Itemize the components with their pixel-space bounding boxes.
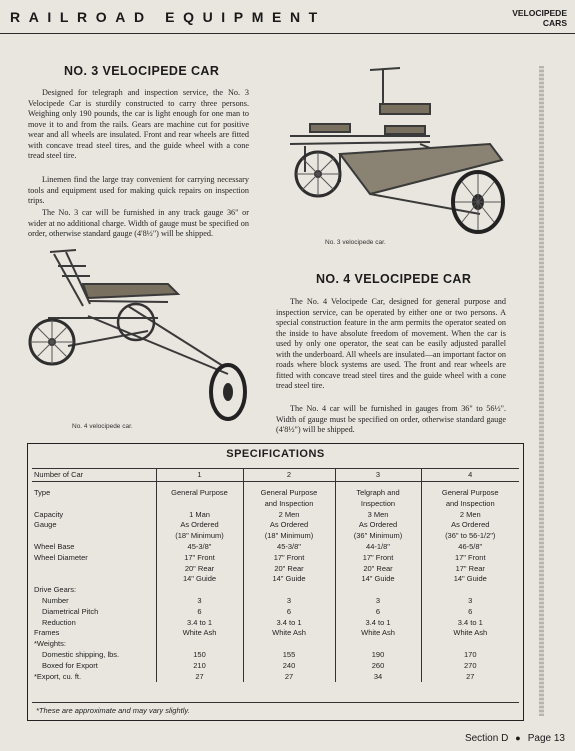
spec-row-label-text: Drive Gears: — [34, 585, 77, 595]
spec-row — [32, 520, 519, 542]
spec-row — [32, 628, 519, 639]
spec-cell — [243, 542, 335, 553]
spec-cell — [156, 510, 243, 521]
spec-row-label — [32, 618, 156, 629]
spec-cell — [156, 520, 243, 542]
spec-cell — [156, 542, 243, 553]
spec-cell — [335, 520, 421, 542]
no3-paragraph-2: Linemen find the large tray convenient for carrying necessary tools and equipment used for making quick repairs on inspection trips. — [28, 175, 249, 205]
spec-cell-value: 3 — [375, 595, 381, 605]
spec-cell — [335, 596, 421, 607]
spec-cell — [243, 661, 335, 672]
spec-cell-value: 3 — [286, 595, 292, 605]
spec-cell — [335, 661, 421, 672]
spec-header-car-2: 2 — [243, 469, 335, 482]
spec-cell-value: 6 — [468, 606, 473, 616]
spec-header-label: Number of Car — [32, 469, 156, 482]
spec-row-label — [32, 650, 156, 661]
spec-cell — [156, 488, 243, 510]
spec-cell-value: 27 — [466, 671, 475, 681]
header-category-line-1: VELOCIPEDE — [512, 8, 567, 18]
spec-cell-value: 44-1/8" — [366, 541, 390, 551]
spec-cell — [335, 639, 421, 650]
spec-row-label — [32, 628, 156, 639]
spec-cell — [335, 650, 421, 661]
spec-row-label-text: *Export, cu. ft. — [34, 671, 82, 681]
spec-cell — [156, 661, 243, 672]
spec-cell — [421, 542, 519, 553]
spec-cell — [156, 650, 243, 661]
spec-row — [32, 661, 519, 672]
spec-cell — [243, 607, 335, 618]
spec-cell-value: 270 — [463, 660, 477, 670]
spec-cell-value: 6 — [375, 606, 381, 616]
spec-cell — [421, 607, 519, 618]
spec-cell-value: 45-3/8" — [187, 541, 212, 551]
spec-cell — [156, 628, 243, 639]
spec-cell-value: 27 — [284, 671, 294, 681]
spec-cell-value: 1 Man — [189, 509, 210, 519]
spec-row-label-text: Reduction — [42, 617, 76, 627]
spec-cell — [421, 650, 519, 661]
header-category-line-2: CARS — [542, 18, 567, 28]
spec-cell — [421, 628, 519, 639]
spec-row-label-text: *Weights: — [34, 639, 66, 649]
spec-row-label-text: Number — [42, 595, 69, 605]
spec-cell — [335, 542, 421, 553]
spec-row-label-text: Gauge — [34, 520, 57, 530]
spec-cell — [156, 672, 243, 683]
spec-cell-value: Telgraph and Inspection — [356, 488, 400, 508]
spec-row-label-text: Wheel Base — [34, 541, 75, 551]
spec-cell — [335, 510, 421, 521]
spec-row — [32, 672, 519, 683]
no4-paragraph-2: The No. 4 car will be furnished in gauges from 36" to 56½". Width of gauge must be specified on order, otherwise standard gauge (4'8½") will be shipped. — [276, 404, 506, 434]
spec-cell — [421, 639, 519, 650]
spec-cell-value: 34 — [373, 671, 383, 681]
spec-cell-value: 3.4 to 1 — [365, 617, 391, 627]
spec-row — [32, 596, 519, 607]
spec-cell — [421, 520, 519, 542]
spec-row — [32, 607, 519, 618]
spec-row-label-text: Diametrical Pitch — [42, 606, 99, 616]
spec-cell — [156, 585, 243, 596]
specifications-box — [27, 443, 524, 721]
spec-cell-value: White Ash — [272, 628, 306, 638]
spec-cell-value: General Purpose and Inspection — [260, 488, 318, 508]
spec-cell-value: 6 — [286, 606, 292, 616]
spec-cell — [243, 650, 335, 661]
spec-row-label — [32, 607, 156, 618]
specifications-table — [32, 468, 519, 682]
spec-cell-value: 3.4 to 1 — [186, 617, 213, 627]
spec-row-label-text: Frames — [34, 628, 60, 638]
spec-row — [32, 553, 519, 585]
spec-row — [32, 639, 519, 650]
spec-cell — [421, 661, 519, 672]
spec-row-label — [32, 661, 156, 672]
spec-row-label-text: Capacity — [34, 509, 64, 519]
spec-cell — [421, 510, 519, 521]
no3-velocipede-photo — [280, 64, 510, 236]
specifications-footnote: *These are approximate and may vary slightly. — [36, 706, 190, 715]
spec-cell — [243, 585, 335, 596]
spec-cell — [156, 553, 243, 585]
spec-cell — [243, 628, 335, 639]
header-rule — [0, 33, 575, 34]
spec-cell — [243, 596, 335, 607]
spec-cell — [335, 585, 421, 596]
spec-row — [32, 585, 519, 596]
spec-cell-value: 150 — [193, 649, 206, 659]
spec-cell — [421, 585, 519, 596]
spec-cell-value: 190 — [371, 649, 385, 659]
spec-cell-value: 2 Men — [278, 509, 300, 519]
no3-paragraph-1: Designed for telegraph and inspection service, the No. 3 Velocipede Car is sturdily constructed to carry three persons. Weighing only 190 pounds, the car is light enough for one man to move it to and from the rails. Gears are machine cut for positive wear and all wheels are insulated. Front and rear wheels are fitted with concave tread steel tires, and the guide wheel with a cone tread steel tire. — [28, 88, 249, 160]
spec-cell-value: General Purpose — [171, 488, 228, 497]
spec-cell — [243, 553, 335, 585]
spec-cell — [156, 607, 243, 618]
spec-row-label — [32, 520, 156, 542]
spec-cell-value: 46-5/8" — [458, 541, 483, 551]
spec-cell-value: General Purpose and Inspection — [441, 488, 499, 508]
spec-row — [32, 542, 519, 553]
spec-row-label — [32, 585, 156, 596]
spec-row — [32, 650, 519, 661]
spec-cell-value: 17" Front 17" Rear 14" Guide — [453, 552, 487, 584]
spec-cell — [421, 488, 519, 510]
spec-row-label — [32, 542, 156, 553]
spec-row-label-text: Type — [34, 488, 51, 497]
spec-cell — [335, 488, 421, 510]
spec-cell-value: White Ash — [182, 628, 217, 638]
spec-cell — [335, 628, 421, 639]
spec-cell-value: White Ash — [453, 628, 488, 638]
no4-photo-caption: No. 4 velocipede car. — [72, 423, 133, 430]
section-label: Section D — [464, 733, 509, 744]
spec-cell-value: 17" Front 20" Rear 14" Guide — [182, 552, 217, 584]
spec-cell — [243, 488, 335, 510]
spec-cell — [335, 553, 421, 585]
no4-paragraph-1: The No. 4 Velocipede Car, designed for general purpose and inspection service, can be operated by either one or two persons. A special construction feature in the arm permits the operator seated on the inside to have absolute freedom of movement. When the car is used by only one operator, the seat can be easily adjusted parallel with the underboard. All wheels are insulated—an important factor on roads where block systems are used. The front and rear wheels are fitted with concave tread steel tires and the guide wheel with a cone tread steel tire. — [276, 297, 506, 390]
spec-cell — [243, 639, 335, 650]
bullet-separator: ● — [515, 733, 521, 743]
spec-row-label-text: Wheel Diameter — [34, 552, 88, 562]
spec-cell-value: 170 — [463, 649, 477, 659]
spec-cell — [421, 553, 519, 585]
no3-heading: NO. 3 VELOCIPEDE CAR — [64, 64, 220, 78]
spec-cell-value: 17" Front 20" Rear 14" Guide — [272, 552, 306, 584]
spec-cell-value: 260 — [371, 660, 385, 670]
spec-cell — [421, 672, 519, 683]
spec-cell-value: 27 — [195, 671, 204, 681]
spec-row-label — [32, 596, 156, 607]
spec-cell — [156, 618, 243, 629]
spec-cell-value: 2 Men — [459, 509, 481, 519]
spec-row-label — [32, 639, 156, 650]
spec-cell-value: 6 — [197, 606, 202, 616]
spec-row — [32, 618, 519, 629]
spec-header-car-1: 1 — [156, 469, 243, 482]
page-header-title: RAILROAD EQUIPMENT — [10, 9, 326, 25]
spec-cell — [156, 639, 243, 650]
spec-cell-value: As Ordered (36" Minimum) — [353, 520, 403, 541]
spec-row-label — [32, 510, 156, 521]
page-header-category — [512, 8, 567, 28]
spec-cell — [335, 672, 421, 683]
spec-cell-value: 3 — [197, 595, 202, 605]
spec-cell-value: 3.4 to 1 — [276, 617, 302, 627]
spec-cell — [335, 618, 421, 629]
spec-cell-value: 3.4 to 1 — [457, 617, 483, 627]
spec-cell-value: 45-3/8" — [277, 541, 301, 551]
spec-row-label — [32, 488, 156, 510]
spec-cell-value: As Ordered (18" Minimum) — [264, 520, 314, 541]
spec-cell-value: 240 — [282, 660, 296, 670]
spec-cell-value: 3 — [468, 595, 473, 605]
spec-cell — [335, 607, 421, 618]
spec-cell-value: 17" Front 20" Rear 14" Guide — [361, 552, 395, 584]
spec-row-label-text: Domestic shipping, lbs. — [42, 649, 120, 659]
spec-row-label — [32, 553, 156, 585]
spec-cell-value: As Ordered (18" Minimum) — [175, 520, 224, 541]
spec-cell — [421, 596, 519, 607]
page-footer — [465, 733, 565, 744]
spec-row — [32, 510, 519, 521]
spec-cell-value: White Ash — [361, 628, 395, 638]
page-number: Page 13 — [527, 733, 565, 744]
no3-photo-caption: No. 3 velocipede car. — [325, 239, 386, 246]
spec-cell — [243, 618, 335, 629]
footnote-rule — [32, 702, 519, 703]
spec-cell — [243, 520, 335, 542]
spec-cell-value: 3 Men — [367, 509, 389, 519]
spec-cell-value: 210 — [193, 660, 206, 670]
no4-velocipede-photo — [28, 246, 260, 422]
spec-cell-value: 155 — [282, 649, 296, 659]
spec-row-label — [32, 672, 156, 683]
no3-paragraph-3: The No. 3 car will be furnished in any track gauge 36" or wider at no additional charge. Width of gauge must be specified on order, otherwise standard gauge (4'8½") will be shipped. — [28, 208, 249, 238]
spec-row — [32, 488, 519, 510]
specifications-title: SPECIFICATIONS — [226, 448, 325, 460]
spec-cell — [243, 510, 335, 521]
spec-row-label-text: Boxed for Export — [42, 660, 98, 670]
spec-cell — [243, 672, 335, 683]
spec-header-car-4: 4 — [421, 469, 519, 482]
spec-cell — [421, 618, 519, 629]
no4-heading: NO. 4 VELOCIPEDE CAR — [316, 272, 472, 286]
spec-cell — [156, 596, 243, 607]
spec-header-row — [32, 469, 519, 482]
spec-header-car-3: 3 — [335, 469, 421, 482]
spec-cell-value: As Ordered (36" to 56-1/2") — [445, 520, 496, 541]
scan-binding-edge — [539, 66, 544, 716]
